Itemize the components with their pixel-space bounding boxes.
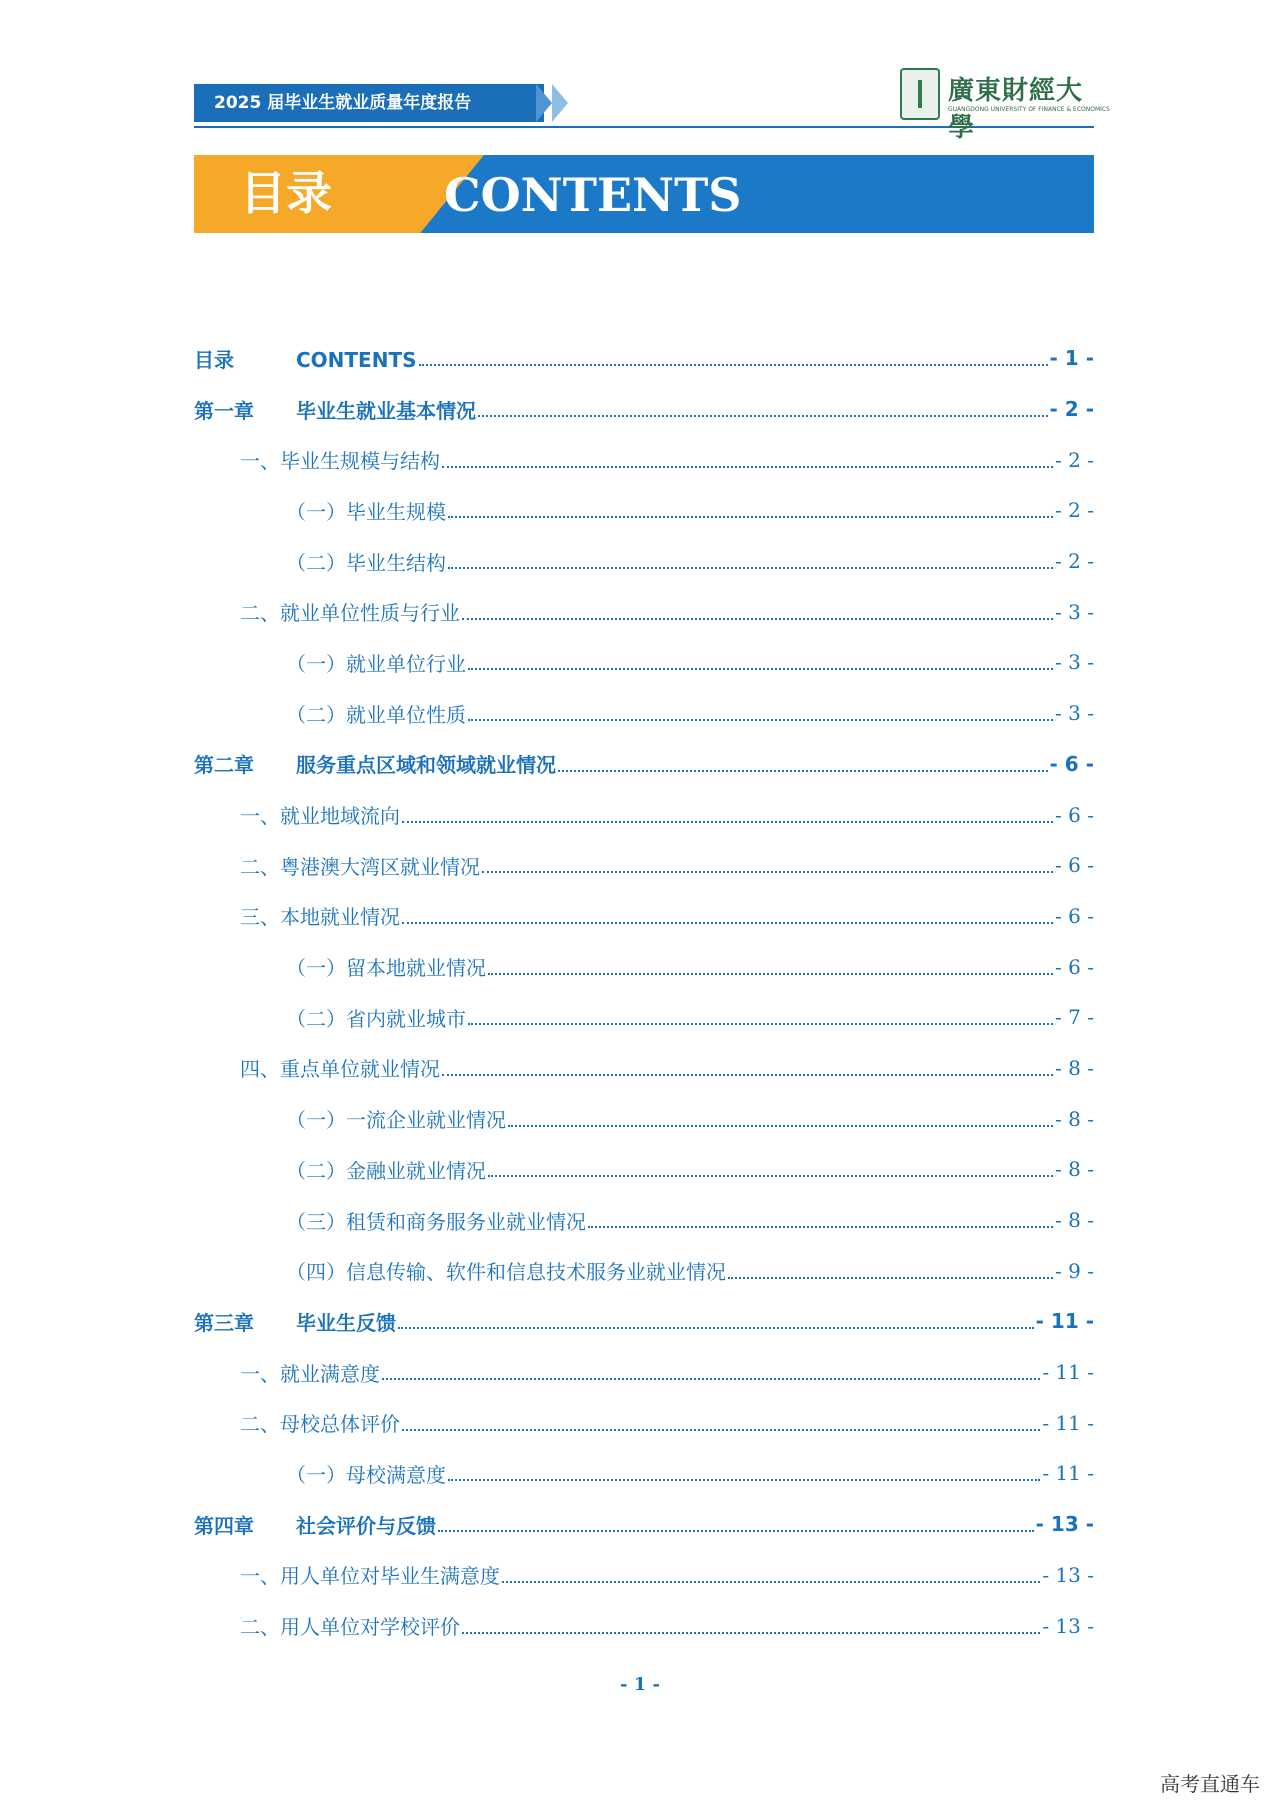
toc-entry-label <box>286 648 466 677</box>
toc-entry[interactable] <box>194 1093 1094 1144</box>
toc-dot-leader <box>448 516 1053 518</box>
toc-entry-label <box>286 496 446 525</box>
toc-entry-label <box>240 800 400 829</box>
toc-dot-leader <box>462 618 1053 620</box>
toc-entry-page: - 3 - <box>1055 701 1094 726</box>
toc-entry-page: - 1 - <box>1049 346 1094 371</box>
toc-entry-label <box>286 1206 586 1235</box>
toc-entry[interactable] <box>194 688 1094 739</box>
toc-entry-page: - 2 - <box>1055 549 1094 574</box>
toc-dot-leader <box>448 567 1053 569</box>
toc-dot-leader <box>442 1074 1053 1076</box>
toc-entry[interactable] <box>194 840 1094 891</box>
toc-entry-label <box>240 1358 380 1387</box>
toc-entry-number: 一、 <box>240 804 280 829</box>
toc-entry-title: 本地就业情况 <box>280 905 400 930</box>
toc-entry-label <box>286 1104 506 1133</box>
toc-entry-number: （一） <box>286 499 346 524</box>
toc-dot-leader <box>448 1479 1040 1481</box>
university-emblem-icon <box>900 68 940 120</box>
toc-dot-leader <box>728 1277 1053 1279</box>
toc-entry-title: 信息传输、软件和信息技术服务业就业情况 <box>346 1260 726 1285</box>
toc-dot-leader <box>508 1125 1053 1127</box>
toc-entry-page: - 11 - <box>1042 1410 1094 1435</box>
toc-entry[interactable] <box>194 891 1094 942</box>
toc-entry-label <box>194 1510 436 1539</box>
toc-dot-leader <box>488 973 1053 975</box>
toc-entry[interactable] <box>194 1296 1094 1347</box>
toc-entry[interactable] <box>194 941 1094 992</box>
toc-entry[interactable] <box>194 536 1094 587</box>
toc-dot-leader <box>468 1023 1053 1025</box>
table-of-contents <box>194 333 1094 1651</box>
toc-entry-label <box>286 699 466 728</box>
toc-dot-leader <box>468 668 1053 670</box>
toc-entry-label <box>286 1155 486 1184</box>
toc-entry[interactable] <box>194 1397 1094 1448</box>
toc-entry-title: 就业满意度 <box>280 1361 380 1386</box>
toc-entry-label <box>194 395 476 424</box>
toc-entry-number: 第四章 <box>194 1513 254 1538</box>
toc-entry-title: 重点单位就业情况 <box>280 1057 440 1082</box>
toc-entry-page: - 13 - <box>1035 1512 1094 1537</box>
toc-entry[interactable] <box>194 333 1094 384</box>
page-number: - 1 - <box>620 1674 660 1695</box>
toc-entry[interactable] <box>194 1499 1094 1550</box>
toc-entry-number: （二） <box>286 702 346 727</box>
toc-dot-leader <box>468 719 1053 721</box>
toc-entry-title: 服务重点区域和领域就业情况 <box>296 753 556 778</box>
toc-entry[interactable] <box>194 1043 1094 1094</box>
toc-dot-leader <box>402 922 1053 924</box>
toc-dot-leader <box>402 1429 1040 1431</box>
toc-entry-page: - 6 - <box>1055 802 1094 827</box>
toc-entry-title: 就业单位性质与行业 <box>280 601 460 626</box>
toc-entry-page: - 3 - <box>1055 599 1094 624</box>
contents-banner <box>194 155 1094 233</box>
toc-entry-label <box>240 1053 440 1082</box>
toc-entry-page: - 2 - <box>1049 397 1094 422</box>
toc-entry-page: - 8 - <box>1055 1055 1094 1080</box>
report-title-bar <box>194 84 544 122</box>
toc-entry-number: 一、 <box>240 449 280 474</box>
toc-entry-title: 母校总体评价 <box>280 1412 400 1437</box>
toc-entry-number: 一、 <box>240 1361 280 1386</box>
toc-entry-page: - 13 - <box>1042 1613 1094 1638</box>
toc-entry-number: 二、 <box>240 854 280 879</box>
toc-entry-page: - 8 - <box>1055 1208 1094 1233</box>
toc-entry-number: （一） <box>286 651 346 676</box>
toc-dot-leader <box>588 1226 1053 1228</box>
toc-entry-label <box>286 1003 466 1032</box>
toc-entry-number: 二、 <box>240 601 280 626</box>
toc-entry-page: - 6 - <box>1049 751 1094 776</box>
toc-entry[interactable] <box>194 637 1094 688</box>
toc-entry-title: 毕业生反馈 <box>296 1310 396 1335</box>
toc-dot-leader <box>488 1175 1053 1177</box>
logo-chinese-name: 廣東財經大學 <box>948 76 1084 143</box>
toc-entry-page: - 8 - <box>1055 1157 1094 1182</box>
toc-entry-page: - 6 - <box>1055 954 1094 979</box>
toc-entry-page: - 2 - <box>1055 447 1094 472</box>
toc-entry-number: 二、 <box>240 1412 280 1437</box>
toc-entry[interactable] <box>194 1144 1094 1195</box>
toc-entry-number: 第三章 <box>194 1310 254 1335</box>
toc-entry[interactable] <box>194 1245 1094 1296</box>
toc-entry-title: CONTENTS <box>296 347 417 372</box>
chevron-arrow-icon <box>520 84 536 122</box>
toc-entry-label <box>240 851 480 880</box>
toc-entry[interactable] <box>194 384 1094 435</box>
toc-entry-number: （三） <box>286 1209 346 1234</box>
chevron-arrow-icon <box>536 84 552 122</box>
toc-dot-leader <box>502 1581 1040 1583</box>
toc-entry-number: 一、 <box>240 1564 280 1589</box>
toc-dot-leader <box>558 770 1048 772</box>
toc-entry-title: 金融业就业情况 <box>346 1158 486 1183</box>
toc-entry-number: 三、 <box>240 905 280 930</box>
toc-entry[interactable] <box>194 1347 1094 1398</box>
toc-entry-page: - 11 - <box>1042 1360 1094 1385</box>
toc-entry[interactable] <box>194 1550 1094 1601</box>
toc-entry-number: （一） <box>286 1108 346 1133</box>
toc-entry[interactable] <box>194 1448 1094 1499</box>
banner-title-cn: 目录 <box>240 166 332 220</box>
toc-entry-label <box>240 1560 500 1589</box>
toc-entry[interactable] <box>194 789 1094 840</box>
toc-entry-page: - 11 - <box>1035 1309 1094 1334</box>
toc-dot-leader <box>438 1530 1034 1532</box>
toc-entry[interactable] <box>194 434 1094 485</box>
toc-entry-title: 就业地域流向 <box>280 804 400 829</box>
toc-entry[interactable] <box>194 739 1094 790</box>
toc-entry-label <box>240 1408 400 1437</box>
toc-entry-number: （二） <box>286 1006 346 1031</box>
banner-title-en: CONTENTS <box>444 168 742 222</box>
toc-entry-title: 省内就业城市 <box>346 1006 466 1031</box>
banner-orange-block <box>194 155 484 233</box>
toc-entry-label <box>286 547 446 576</box>
toc-entry[interactable] <box>194 586 1094 637</box>
toc-entry-title: 毕业生就业基本情况 <box>296 398 476 423</box>
toc-entry-label <box>240 597 460 626</box>
toc-entry-title: 毕业生规模 <box>346 499 446 524</box>
watermark: 高考直通车 <box>1160 1772 1260 1796</box>
toc-entry-number: 目录 <box>194 347 234 372</box>
toc-entry-label <box>240 901 400 930</box>
toc-entry[interactable] <box>194 1600 1094 1651</box>
toc-entry-title: 就业单位性质 <box>346 702 466 727</box>
toc-entry-number: 四、 <box>240 1057 280 1082</box>
toc-entry-label <box>286 1459 446 1488</box>
toc-entry-title: 租赁和商务服务业就业情况 <box>346 1209 586 1234</box>
toc-entry-title: 母校满意度 <box>346 1462 446 1487</box>
toc-entry-title: 社会评价与反馈 <box>296 1513 436 1538</box>
toc-dot-leader <box>398 1327 1034 1329</box>
toc-entry-number: （二） <box>286 1158 346 1183</box>
logo-english-name: GUANGDONG UNIVERSITY OF FINANCE & ECONOMICS <box>948 106 1110 113</box>
toc-entry[interactable] <box>194 485 1094 536</box>
toc-dot-leader <box>419 364 1048 366</box>
toc-entry-label <box>286 952 486 981</box>
toc-entry-label <box>194 749 556 778</box>
toc-entry-number: 二、 <box>240 1615 280 1640</box>
toc-entry-label <box>286 1256 726 1285</box>
toc-entry-page: - 11 - <box>1042 1461 1094 1486</box>
toc-entry[interactable] <box>194 1195 1094 1246</box>
toc-entry-page: - 13 - <box>1042 1562 1094 1587</box>
toc-entry-title: 粤港澳大湾区就业情况 <box>280 854 480 879</box>
toc-dot-leader <box>442 466 1053 468</box>
toc-dot-leader <box>402 821 1053 823</box>
toc-entry-page: - 6 - <box>1055 903 1094 928</box>
toc-entry-title: 毕业生规模与结构 <box>280 449 440 474</box>
toc-dot-leader <box>478 415 1048 417</box>
university-logo <box>900 68 1110 143</box>
toc-entry-title: 就业单位行业 <box>346 651 466 676</box>
toc-entry-title: 用人单位对学校评价 <box>280 1615 460 1640</box>
toc-entry-label <box>240 445 440 474</box>
toc-dot-leader <box>482 871 1053 873</box>
toc-entry-page: - 6 - <box>1055 853 1094 878</box>
toc-entry-page: - 9 - <box>1055 1258 1094 1283</box>
toc-entry-label <box>240 1611 460 1640</box>
toc-entry-page: - 7 - <box>1055 1005 1094 1030</box>
report-title: 2025 届毕业生就业质量年度报告 <box>214 93 472 113</box>
toc-entry-page: - 3 - <box>1055 650 1094 675</box>
toc-entry-page: - 8 - <box>1055 1106 1094 1131</box>
toc-entry-title: 一流企业就业情况 <box>346 1108 506 1133</box>
toc-entry-number: 第一章 <box>194 398 254 423</box>
toc-entry-number: （四） <box>286 1260 346 1285</box>
toc-entry-number: （一） <box>286 1462 346 1487</box>
toc-entry-number: （一） <box>286 956 346 981</box>
toc-entry-label <box>194 1307 396 1336</box>
toc-entry-label <box>194 344 417 373</box>
toc-entry-title: 用人单位对毕业生满意度 <box>280 1564 500 1589</box>
toc-dot-leader <box>462 1632 1040 1634</box>
toc-entry-page: - 2 - <box>1055 498 1094 523</box>
toc-entry-title: 毕业生结构 <box>346 550 446 575</box>
toc-entry-number: （二） <box>286 550 346 575</box>
toc-entry[interactable] <box>194 992 1094 1043</box>
toc-dot-leader <box>382 1378 1040 1380</box>
toc-entry-title: 留本地就业情况 <box>346 956 486 981</box>
toc-entry-number: 第二章 <box>194 753 254 778</box>
chevron-arrow-icon <box>552 84 568 122</box>
